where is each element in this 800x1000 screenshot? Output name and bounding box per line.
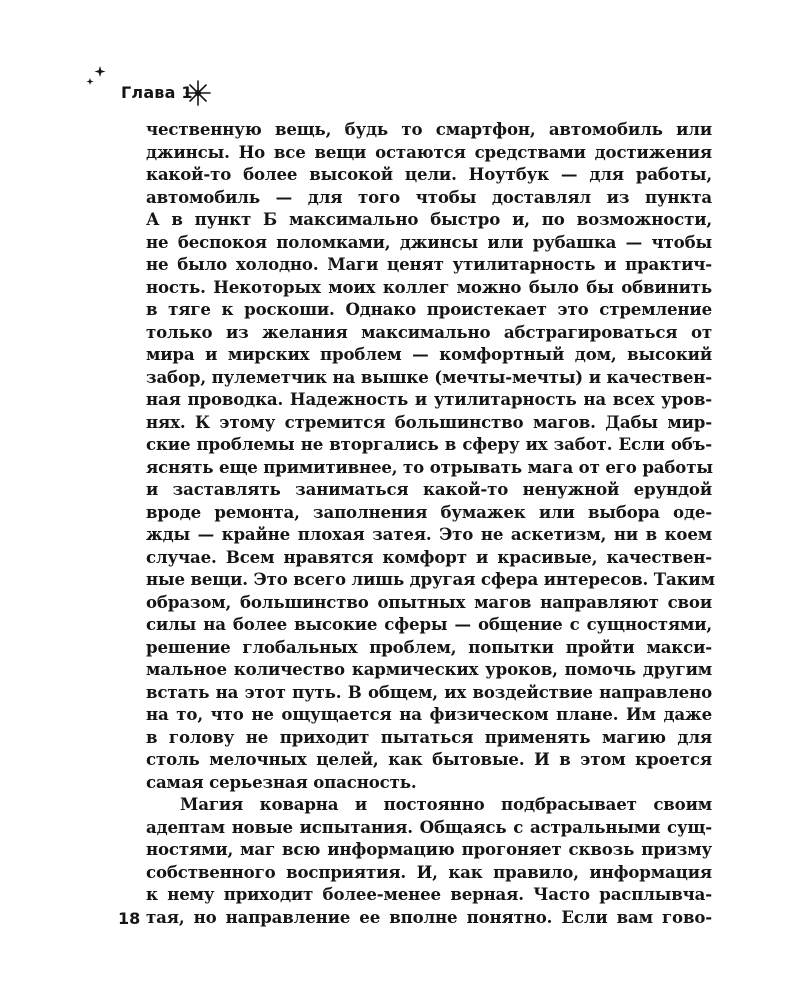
chapter-header (84, 64, 224, 108)
text-line: не беспокоя поломками, джинсы или рубашка — чтобы (146, 231, 712, 252)
text-line: самая серьезная опасность. (146, 771, 417, 792)
text-line: случае. Всем нравятся комфорт и красивые, качествен- (146, 546, 712, 567)
text-line: силы на более высокие сферы — общение с сущностями, (146, 614, 712, 634)
small-stars-icon (84, 64, 114, 94)
text-line: не было холодно. Маги ценят утилитарность и практич- (146, 254, 712, 274)
text-line: Магия коварна и постоянно подбрасывает своим (180, 794, 712, 814)
text-line: встать на этот путь. В общем, их воздействие направлено (146, 681, 712, 702)
text-line: ские проблемы не вторгались в сферу их забот. Если объ- (146, 434, 712, 454)
text-line: жды — крайне плохая затея. Это не аскетизм, ни в коем (146, 524, 712, 544)
text-line: какой-то более высокой цели. Ноутбук — для работы, (146, 164, 712, 184)
text-line: нях. К этому стремится большинство магов. Дабы мир- (146, 411, 712, 432)
text-line: джинсы. Но все вещи остаются средствами достижения (146, 141, 712, 162)
text-line: собственного восприятия. И, как правило, информация (146, 861, 712, 882)
text-line: чественную вещь, будь то смартфон, автомобиль или (146, 119, 712, 139)
text-line: автомобиль — для того чтобы доставлял из пункта (146, 186, 712, 207)
page-number: 18 (118, 909, 141, 928)
text-line: яснять еще примитивнее, то отрывать мага от его работы (146, 456, 713, 477)
chapter-label: Глава 1 (121, 83, 193, 102)
text-line: адептам новые испытания. Общаясь с астральными сущ- (146, 816, 712, 837)
sparkle-star-icon (185, 80, 211, 106)
text-line: ные вещи. Это всего лишь другая сфера интересов. Таким (146, 569, 715, 589)
text-line: в тяге к роскоши. Однако проистекает это стремление (146, 299, 712, 319)
text-line: мира и мирских проблем — комфортный дом, высокий (146, 344, 712, 364)
text-line: вроде ремонта, заполнения бумажек или выбора оде- (146, 501, 712, 522)
text-line: к нему приходит более-менее верная. Часто расплывча- (146, 884, 712, 904)
paragraph (146, 118, 715, 793)
text-line: на то, что не ощущается на физическом плане. Им даже (146, 704, 712, 724)
text-line: мальное количество кармических уроков, помочь другим (146, 659, 712, 679)
text-line: в голову не приходит пытаться применять магию для (146, 726, 712, 747)
text-line: ная проводка. Надежность и утилитарность на всех уров- (146, 389, 712, 409)
text-line: и заставлять заниматься какой-то ненужной ерундой (146, 479, 712, 499)
text-line: столь мелочных целей, как бытовые. И в этом кроется (146, 749, 712, 769)
body-text (146, 118, 715, 927)
text-line: только из желания максимально абстрагироваться от (146, 321, 712, 342)
paragraph (146, 793, 712, 928)
text-line: образом, большинство опытных магов направляют свои (146, 591, 712, 612)
text-line: тая, но направление ее вполне понятно. Если вам гово- (146, 906, 712, 927)
text-line: ностями, маг всю информацию прогоняет сквозь призму (146, 839, 712, 859)
text-line: забор, пулеметчик на вышке (мечты-мечты) и качествен- (146, 366, 712, 387)
text-line: А в пункт Б максимально быстро и, по возможности, (146, 209, 712, 229)
text-line: решение глобальных проблем, попытки пройти макси- (146, 636, 712, 657)
text-line: ность. Некоторых моих коллег можно было бы обвинить (146, 276, 712, 297)
